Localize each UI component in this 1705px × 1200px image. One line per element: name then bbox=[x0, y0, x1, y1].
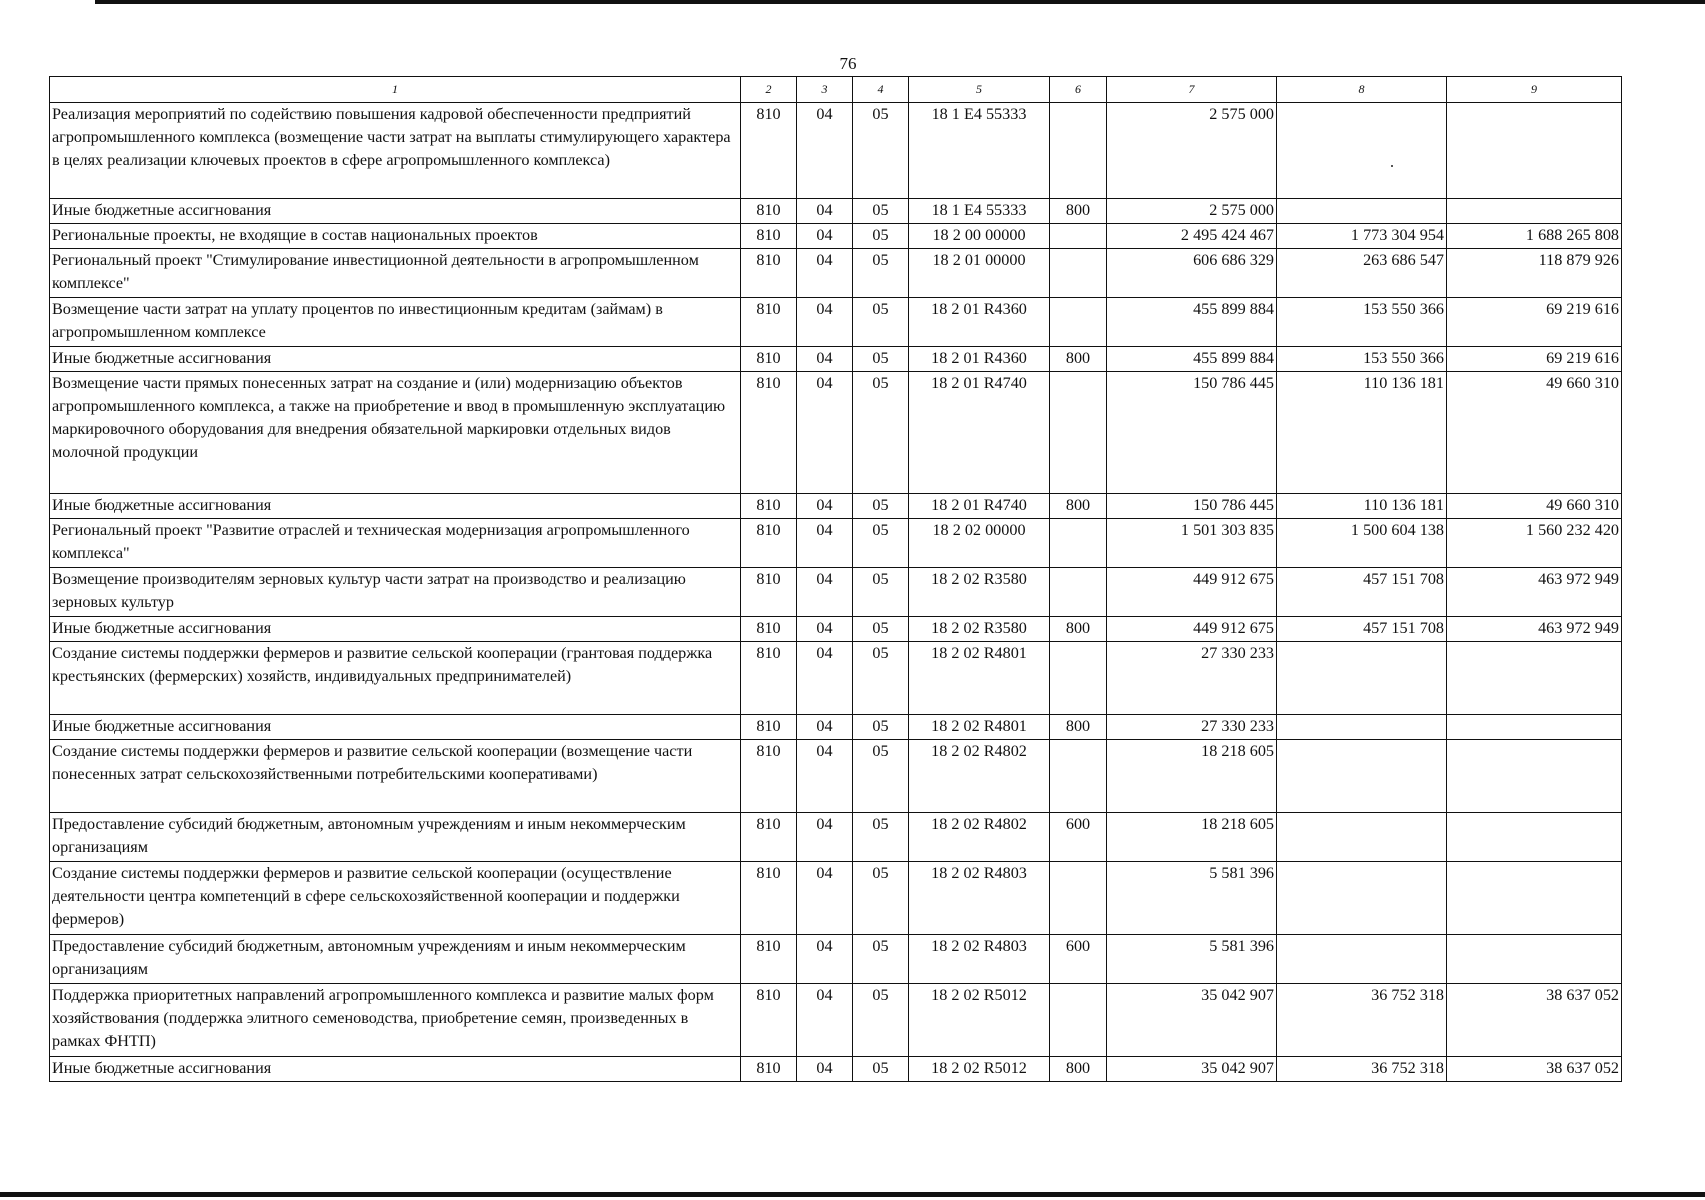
cell-year3 bbox=[1447, 862, 1622, 935]
cell-gr: 810 bbox=[741, 715, 797, 740]
cell-rz: 04 bbox=[797, 347, 853, 372]
cell-rz: 04 bbox=[797, 372, 853, 494]
table-row bbox=[50, 103, 1622, 199]
cell-year2: 110 136 181 bbox=[1277, 494, 1447, 519]
cell-rz: 04 bbox=[797, 617, 853, 642]
scan-top-rule bbox=[95, 0, 1705, 4]
cell-year3 bbox=[1447, 642, 1622, 715]
cell-pr: 05 bbox=[853, 103, 909, 199]
table-row bbox=[50, 298, 1622, 347]
cell-pr: 05 bbox=[853, 494, 909, 519]
cell-vr bbox=[1050, 298, 1107, 347]
cell-vr: 800 bbox=[1050, 1057, 1107, 1082]
cell-vr: 800 bbox=[1050, 494, 1107, 519]
column-number: 6 bbox=[1050, 77, 1107, 103]
cell-rz: 04 bbox=[797, 199, 853, 224]
cell-year1: 606 686 329 bbox=[1107, 249, 1277, 298]
column-number: 4 bbox=[853, 77, 909, 103]
cell-year3: 1 688 265 808 bbox=[1447, 224, 1622, 249]
column-number: 5 bbox=[909, 77, 1050, 103]
cell-pr: 05 bbox=[853, 347, 909, 372]
cell-year3: 118 879 926 bbox=[1447, 249, 1622, 298]
cell-gr: 810 bbox=[741, 862, 797, 935]
column-number: 1 bbox=[50, 77, 741, 103]
table-row bbox=[50, 199, 1622, 224]
cell-csr: 18 2 02 R3580 bbox=[909, 617, 1050, 642]
row-name: Реализация мероприятий по содействию повышения кадровой обеспеченности предприятий агропромышленного комплекса (возмещение части затрат на выплаты стимулирующего характера в целях реализации ключевых проектов в сфере агропромышленного комплекса) bbox=[50, 103, 741, 199]
cell-year3: 69 219 616 bbox=[1447, 298, 1622, 347]
cell-pr: 05 bbox=[853, 298, 909, 347]
cell-year2 bbox=[1277, 642, 1447, 715]
row-name: Создание системы поддержки фермеров и развитие сельской кооперации (грантовая поддержка крестьянских (фермерских) хозяйств, индивидуальных предпринимателей) bbox=[50, 642, 741, 715]
cell-year2: 153 550 366 bbox=[1277, 347, 1447, 372]
cell-vr bbox=[1050, 642, 1107, 715]
cell-csr: 18 2 02 R4801 bbox=[909, 642, 1050, 715]
row-name: Иные бюджетные ассигнования bbox=[50, 199, 741, 224]
cell-year3 bbox=[1447, 813, 1622, 862]
table-row bbox=[50, 568, 1622, 617]
cell-rz: 04 bbox=[797, 249, 853, 298]
cell-rz: 04 bbox=[797, 813, 853, 862]
cell-year2: 36 752 318 bbox=[1277, 984, 1447, 1057]
cell-year3 bbox=[1447, 715, 1622, 740]
row-name: Региональный проект "Стимулирование инвестиционной деятельности в агропромышленном комплексе" bbox=[50, 249, 741, 298]
table-row bbox=[50, 1057, 1622, 1082]
cell-gr: 810 bbox=[741, 494, 797, 519]
cell-year1: 449 912 675 bbox=[1107, 617, 1277, 642]
page-number: 76 bbox=[839, 54, 857, 73]
cell-year1: 455 899 884 bbox=[1107, 298, 1277, 347]
cell-year3: 49 660 310 bbox=[1447, 494, 1622, 519]
cell-rz: 04 bbox=[797, 862, 853, 935]
cell-vr: 800 bbox=[1050, 617, 1107, 642]
cell-pr: 05 bbox=[853, 1057, 909, 1082]
cell-rz: 04 bbox=[797, 494, 853, 519]
cell-year1: 150 786 445 bbox=[1107, 494, 1277, 519]
table-row bbox=[50, 642, 1622, 715]
budget-table bbox=[49, 76, 1622, 1082]
cell-vr bbox=[1050, 740, 1107, 813]
row-name: Создание системы поддержки фермеров и развитие сельской кооперации (осуществление деятельности центра компетенций в сфере сельскохозяйственной кооперации и поддержки фермеров) bbox=[50, 862, 741, 935]
cell-pr: 05 bbox=[853, 715, 909, 740]
cell-csr: 18 2 02 R4802 bbox=[909, 740, 1050, 813]
cell-csr: 18 2 01 R4360 bbox=[909, 298, 1050, 347]
cell-gr: 810 bbox=[741, 642, 797, 715]
cell-year3: 463 972 949 bbox=[1447, 617, 1622, 642]
table-row bbox=[50, 862, 1622, 935]
table-row bbox=[50, 740, 1622, 813]
cell-gr: 810 bbox=[741, 372, 797, 494]
column-number: 2 bbox=[741, 77, 797, 103]
cell-year3: 38 637 052 bbox=[1447, 1057, 1622, 1082]
cell-pr: 05 bbox=[853, 617, 909, 642]
cell-gr: 810 bbox=[741, 935, 797, 984]
cell-rz: 04 bbox=[797, 103, 853, 199]
cell-vr bbox=[1050, 103, 1107, 199]
cell-year3 bbox=[1447, 103, 1622, 199]
cell-vr bbox=[1050, 984, 1107, 1057]
cell-gr: 810 bbox=[741, 568, 797, 617]
cell-vr bbox=[1050, 862, 1107, 935]
row-name: Региональные проекты, не входящие в состав национальных проектов bbox=[50, 224, 741, 249]
row-name: Возмещение части прямых понесенных затрат на создание и (или) модернизацию объектов агропромышленного комплекса, а также на приобретение и ввод в промышленную эксплуатацию маркировочного оборудования для внедрения обязательной маркировки отдельных видов молочной продукции bbox=[50, 372, 741, 494]
cell-rz: 04 bbox=[797, 715, 853, 740]
cell-pr: 05 bbox=[853, 224, 909, 249]
cell-rz: 04 bbox=[797, 224, 853, 249]
cell-year2 bbox=[1277, 715, 1447, 740]
cell-year3: 1 560 232 420 bbox=[1447, 519, 1622, 568]
cell-csr: 18 1 E4 55333 bbox=[909, 103, 1050, 199]
column-number: 3 bbox=[797, 77, 853, 103]
table-row bbox=[50, 224, 1622, 249]
cell-csr: 18 2 00 00000 bbox=[909, 224, 1050, 249]
table-row bbox=[50, 372, 1622, 494]
cell-year1: 455 899 884 bbox=[1107, 347, 1277, 372]
cell-vr bbox=[1050, 372, 1107, 494]
cell-rz: 04 bbox=[797, 935, 853, 984]
cell-year1: 2 495 424 467 bbox=[1107, 224, 1277, 249]
cell-gr: 810 bbox=[741, 249, 797, 298]
cell-vr: 600 bbox=[1050, 935, 1107, 984]
cell-csr: 18 2 02 R4803 bbox=[909, 862, 1050, 935]
cell-year1: 5 581 396 bbox=[1107, 935, 1277, 984]
cell-year1: 150 786 445 bbox=[1107, 372, 1277, 494]
cell-year1: 2 575 000 bbox=[1107, 199, 1277, 224]
cell-csr: 18 2 02 R4803 bbox=[909, 935, 1050, 984]
cell-year2: 110 136 181 bbox=[1277, 372, 1447, 494]
cell-vr: 800 bbox=[1050, 715, 1107, 740]
cell-csr: 18 2 01 R4740 bbox=[909, 372, 1050, 494]
row-name: Иные бюджетные ассигнования bbox=[50, 715, 741, 740]
cell-vr: 800 bbox=[1050, 347, 1107, 372]
cell-year1: 35 042 907 bbox=[1107, 984, 1277, 1057]
row-name: Предоставление субсидий бюджетным, автономным учреждениям и иным некоммерческим организациям bbox=[50, 935, 741, 984]
cell-vr: 600 bbox=[1050, 813, 1107, 862]
cell-gr: 810 bbox=[741, 298, 797, 347]
cell-pr: 05 bbox=[853, 568, 909, 617]
cell-year1: 27 330 233 bbox=[1107, 642, 1277, 715]
cell-gr: 810 bbox=[741, 347, 797, 372]
cell-gr: 810 bbox=[741, 519, 797, 568]
row-name: Иные бюджетные ассигнования bbox=[50, 494, 741, 519]
cell-year3: 69 219 616 bbox=[1447, 347, 1622, 372]
cell-csr: 18 2 02 R4802 bbox=[909, 813, 1050, 862]
row-name: Иные бюджетные ассигнования bbox=[50, 617, 741, 642]
cell-year2: 36 752 318 bbox=[1277, 1057, 1447, 1082]
table-row bbox=[50, 813, 1622, 862]
row-name: Предоставление субсидий бюджетным, автономным учреждениям и иным некоммерческим организациям bbox=[50, 813, 741, 862]
cell-csr: 18 2 01 00000 bbox=[909, 249, 1050, 298]
cell-year3: 463 972 949 bbox=[1447, 568, 1622, 617]
cell-year2 bbox=[1277, 199, 1447, 224]
row-name: Иные бюджетные ассигнования bbox=[50, 1057, 741, 1082]
table-row bbox=[50, 935, 1622, 984]
column-number: 7 bbox=[1107, 77, 1277, 103]
cell-rz: 04 bbox=[797, 740, 853, 813]
cell-rz: 04 bbox=[797, 642, 853, 715]
cell-pr: 05 bbox=[853, 642, 909, 715]
row-name: Иные бюджетные ассигнования bbox=[50, 347, 741, 372]
table-row bbox=[50, 617, 1622, 642]
cell-vr bbox=[1050, 224, 1107, 249]
row-name: Региональный проект "Развитие отраслей и техническая модернизация агропромышленного комплекса" bbox=[50, 519, 741, 568]
cell-rz: 04 bbox=[797, 568, 853, 617]
row-name: Поддержка приоритетных направлений агропромышленного комплекса и развитие малых форм хозяйствования (поддержка элитного семеноводства, приобретение семян, произведенных в рамках ФНТП) bbox=[50, 984, 741, 1057]
cell-year2: 1 773 304 954 bbox=[1277, 224, 1447, 249]
cell-csr: 18 2 01 R4360 bbox=[909, 347, 1050, 372]
cell-year3 bbox=[1447, 935, 1622, 984]
table-row bbox=[50, 715, 1622, 740]
cell-csr: 18 1 E4 55333 bbox=[909, 199, 1050, 224]
cell-rz: 04 bbox=[797, 1057, 853, 1082]
cell-pr: 05 bbox=[853, 740, 909, 813]
cell-pr: 05 bbox=[853, 984, 909, 1057]
cell-year2: 153 550 366 bbox=[1277, 298, 1447, 347]
cell-year1: 1 501 303 835 bbox=[1107, 519, 1277, 568]
cell-year1: 27 330 233 bbox=[1107, 715, 1277, 740]
cell-year1: 449 912 675 bbox=[1107, 568, 1277, 617]
cell-gr: 810 bbox=[741, 199, 797, 224]
cell-year2 bbox=[1277, 740, 1447, 813]
column-number: 9 bbox=[1447, 77, 1622, 103]
cell-pr: 05 bbox=[853, 862, 909, 935]
row-name: Создание системы поддержки фермеров и развитие сельской кооперации (возмещение части понесенных затрат сельскохозяйственными потребительскими кооперативами) bbox=[50, 740, 741, 813]
cell-gr: 810 bbox=[741, 740, 797, 813]
cell-rz: 04 bbox=[797, 298, 853, 347]
cell-gr: 810 bbox=[741, 224, 797, 249]
cell-year3: 38 637 052 bbox=[1447, 984, 1622, 1057]
column-number-row bbox=[50, 77, 1622, 103]
cell-vr bbox=[1050, 249, 1107, 298]
cell-year2: 263 686 547 bbox=[1277, 249, 1447, 298]
cell-pr: 05 bbox=[853, 935, 909, 984]
table-row bbox=[50, 519, 1622, 568]
row-name: Возмещение производителям зерновых культур части затрат на производство и реализацию зерновых культур bbox=[50, 568, 741, 617]
cell-year1: 5 581 396 bbox=[1107, 862, 1277, 935]
scan-bottom-rule bbox=[0, 1192, 1705, 1197]
cell-csr: 18 2 02 R3580 bbox=[909, 568, 1050, 617]
cell-year3 bbox=[1447, 740, 1622, 813]
cell-pr: 05 bbox=[853, 199, 909, 224]
cell-year2 bbox=[1277, 862, 1447, 935]
cell-year1: 2 575 000 bbox=[1107, 103, 1277, 199]
cell-csr: 18 2 02 R4801 bbox=[909, 715, 1050, 740]
cell-gr: 810 bbox=[741, 813, 797, 862]
table-row bbox=[50, 347, 1622, 372]
cell-vr bbox=[1050, 568, 1107, 617]
cell-vr: 800 bbox=[1050, 199, 1107, 224]
cell-rz: 04 bbox=[797, 984, 853, 1057]
cell-year2: 457 151 708 bbox=[1277, 568, 1447, 617]
table-row bbox=[50, 249, 1622, 298]
cell-pr: 05 bbox=[853, 519, 909, 568]
cell-year3 bbox=[1447, 199, 1622, 224]
cell-csr: 18 2 02 R5012 bbox=[909, 1057, 1050, 1082]
cell-rz: 04 bbox=[797, 519, 853, 568]
cell-year2: 457 151 708 bbox=[1277, 617, 1447, 642]
column-number: 8 bbox=[1277, 77, 1447, 103]
cell-year2: 1 500 604 138 bbox=[1277, 519, 1447, 568]
cell-year2 bbox=[1277, 813, 1447, 862]
cell-year3: 49 660 310 bbox=[1447, 372, 1622, 494]
cell-pr: 05 bbox=[853, 372, 909, 494]
row-name: Возмещение части затрат на уплату процентов по инвестиционным кредитам (займам) в агропромышленном комплексе bbox=[50, 298, 741, 347]
cell-vr bbox=[1050, 519, 1107, 568]
cell-csr: 18 2 01 R4740 bbox=[909, 494, 1050, 519]
table-row bbox=[50, 494, 1622, 519]
cell-csr: 18 2 02 R5012 bbox=[909, 984, 1050, 1057]
cell-year1: 18 218 605 bbox=[1107, 740, 1277, 813]
cell-year2 bbox=[1277, 103, 1447, 199]
table-row bbox=[50, 984, 1622, 1057]
cell-pr: 05 bbox=[853, 813, 909, 862]
cell-gr: 810 bbox=[741, 984, 797, 1057]
cell-gr: 810 bbox=[741, 103, 797, 199]
cell-pr: 05 bbox=[853, 249, 909, 298]
cell-year1: 18 218 605 bbox=[1107, 813, 1277, 862]
cell-gr: 810 bbox=[741, 1057, 797, 1082]
cell-gr: 810 bbox=[741, 617, 797, 642]
cell-csr: 18 2 02 00000 bbox=[909, 519, 1050, 568]
cell-year2 bbox=[1277, 935, 1447, 984]
cell-year1: 35 042 907 bbox=[1107, 1057, 1277, 1082]
